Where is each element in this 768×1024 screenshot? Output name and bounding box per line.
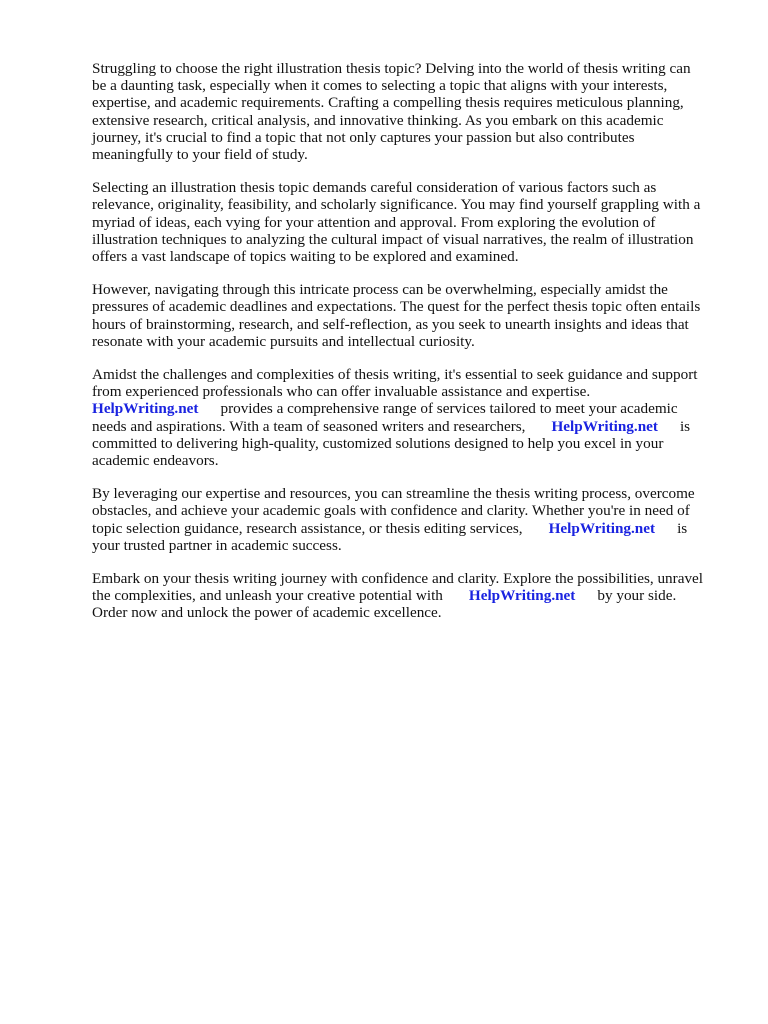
text-segment: the complexities, and unleash your creative potential with xyxy=(92,587,443,605)
text-line xyxy=(92,587,732,604)
text-line: your trusted partner in academic success. xyxy=(92,536,342,554)
text-line: pressures of academic deadlines and expectations. The quest for the perfect thesis topic often entails xyxy=(92,298,701,316)
text-segment: provides a comprehensive range of services tailored to meet your academic xyxy=(220,400,678,418)
text-line: extensive research, critical analysis, and innovative thinking. As you embark on this academic xyxy=(92,111,664,129)
paragraph-intro xyxy=(92,60,732,163)
text-line: However, navigating through this intricate process can be overwhelming, especially amidst the xyxy=(92,281,668,299)
text-line: resonate with your academic pursuits and intellectual curiosity. xyxy=(92,332,475,350)
text-line xyxy=(92,400,732,417)
text-line: academic endeavors. xyxy=(92,452,219,470)
text-line: committed to delivering high-quality, customized solutions designed to help you excel in your xyxy=(92,434,664,452)
paragraph-leveraging xyxy=(92,485,732,554)
text-line: obstacles, and achieve your academic goals with confidence and clarity. Whether you're in need of xyxy=(92,502,690,520)
text-line xyxy=(92,520,732,537)
text-line: illustration techniques to analyzing the cultural impact of visual narratives, the realm of illustration xyxy=(92,230,694,248)
document-page xyxy=(92,60,732,638)
helpwriting-link[interactable]: HelpWriting.net xyxy=(551,417,658,435)
paragraph-embark xyxy=(92,570,732,622)
helpwriting-link[interactable]: HelpWriting.net xyxy=(92,400,199,418)
paragraph-navigating-process xyxy=(92,281,732,350)
helpwriting-link[interactable]: HelpWriting.net xyxy=(468,587,576,605)
paragraph-guidance xyxy=(92,366,732,469)
text-line: offers a vast landscape of topics waiting to be explored and examined. xyxy=(92,248,519,266)
text-line: Selecting an illustration thesis topic demands careful consideration of various factors such as xyxy=(92,179,657,197)
text-line: Amidst the challenges and complexities of thesis writing, it's essential to seek guidance and support xyxy=(92,366,698,384)
text-line: Struggling to choose the right illustration thesis topic? Delving into the world of thesis writing can xyxy=(92,60,691,77)
text-line: relevance, originality, feasibility, and scholarly significance. You may find yourself grappling with a xyxy=(92,196,701,214)
text-line xyxy=(92,418,732,435)
text-line: Embark on your thesis writing journey with confidence and clarity. Explore the possibilities, unravel xyxy=(92,570,704,588)
text-line: meaningfully to your field of study. xyxy=(92,146,308,164)
text-line: myriad of ideas, each vying for your attention and approval. From exploring the evolution of xyxy=(92,213,656,231)
text-segment: by your side. xyxy=(597,587,677,605)
text-line: be a daunting task, especially when it comes to selecting a topic that aligns with your interests, xyxy=(92,77,668,95)
text-segment: needs and aspirations. With a team of seasoned writers and researchers, xyxy=(92,417,526,435)
text-line: By leveraging our expertise and resources, you can streamline the thesis writing process, overcome xyxy=(92,485,695,503)
text-line: Order now and unlock the power of academic excellence. xyxy=(92,604,442,622)
text-segment: is xyxy=(679,417,691,435)
text-line: journey, it's crucial to find a topic that not only captures your passion but also contributes xyxy=(92,128,635,146)
text-segment: topic selection guidance, research assistance, or thesis editing services, xyxy=(92,519,523,537)
text-line: from experienced professionals who can offer invaluable assistance and expertise. xyxy=(92,383,591,401)
helpwriting-link[interactable]: HelpWriting.net xyxy=(548,519,656,537)
text-segment: is xyxy=(677,519,688,537)
text-line: expertise, and academic requirements. Crafting a compelling thesis requires meticulous planning, xyxy=(92,94,684,112)
text-line: hours of brainstorming, research, and self-reflection, as you seek to unearth insights and ideas that xyxy=(92,315,689,333)
paragraph-selecting-topic xyxy=(92,179,732,265)
